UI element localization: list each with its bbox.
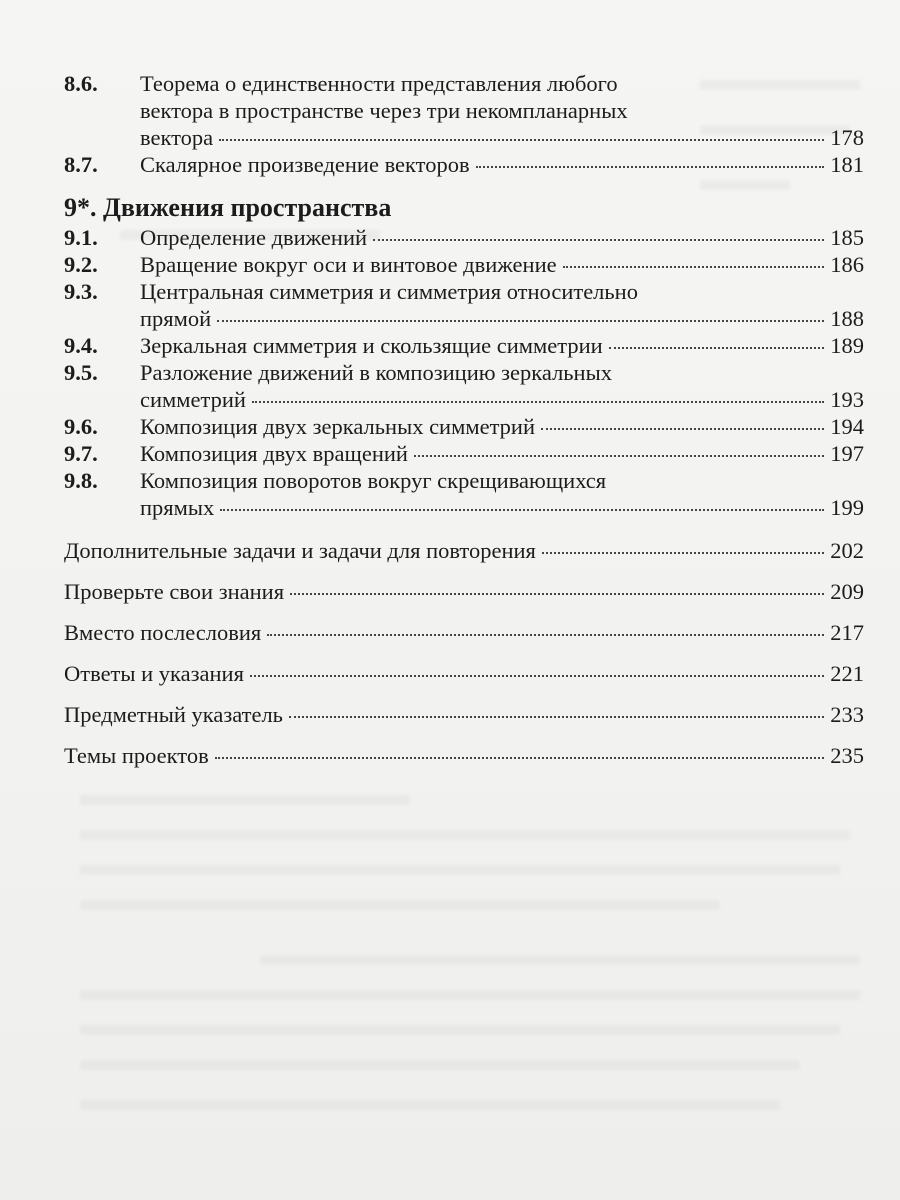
page-number: 235 (830, 743, 864, 768)
section-title-line: вектора (140, 125, 214, 150)
entry-title: Вместо послесловия (64, 620, 262, 645)
toc-entry-additional-problems[interactable] (64, 537, 864, 564)
page-number: 233 (830, 702, 864, 727)
leader-dots (219, 138, 824, 141)
toc-entry-9-7[interactable] (64, 440, 864, 467)
toc-entry-9-2[interactable] (64, 251, 864, 278)
leader-dots (290, 592, 824, 595)
entry-title: Предметный указатель (64, 702, 283, 727)
entry-title: Темы проектов (64, 743, 209, 768)
page-number: 185 (830, 225, 864, 250)
chapter-heading[interactable]: 9*. Движения пространства (64, 193, 392, 222)
leader-dots (215, 756, 824, 759)
entry-title: Дополнительные задачи и задачи для повторения (64, 538, 536, 563)
page-number: 189 (830, 333, 864, 358)
entry-title: Проверьте свои знания (64, 579, 285, 604)
section-title-line: Скалярное произведение векторов (140, 152, 470, 177)
leader-dots (609, 346, 824, 349)
section-number: 9.6. (64, 414, 98, 439)
leader-dots (217, 319, 824, 322)
section-number: 9.3. (64, 279, 98, 304)
toc-entry-9-1[interactable] (64, 224, 864, 251)
section-title-line: Зеркальная симметрия и скользящие симметрии (140, 333, 603, 358)
toc-entry-project-topics[interactable] (64, 742, 864, 769)
section-number: 9.7. (64, 441, 98, 466)
section-number: 8.7. (64, 152, 98, 177)
section-title-line: Композиция поворотов вокруг скрещивающихся (140, 468, 607, 493)
toc-entry-check-knowledge[interactable] (64, 578, 864, 605)
section-title-line: Определение движений (140, 225, 368, 250)
leader-dots (541, 427, 824, 430)
page-number: 181 (830, 152, 864, 177)
page-number: 217 (830, 620, 864, 645)
toc-entry-9-6[interactable] (64, 413, 864, 440)
section-title-line: Разложение движений в композицию зеркальных (140, 360, 612, 385)
entry-title: Ответы и указания (64, 661, 244, 686)
page-number: 178 (830, 125, 864, 150)
leader-dots (220, 508, 824, 511)
page-number: 197 (830, 441, 864, 466)
section-title-line: прямых (140, 495, 215, 520)
leader-dots (542, 551, 824, 554)
leader-dots (476, 165, 824, 168)
toc-entry-9-3[interactable] (64, 278, 864, 332)
page-number: 188 (830, 306, 864, 331)
toc-entry-afterword[interactable] (64, 619, 864, 646)
section-number: 9.4. (64, 333, 98, 358)
leader-dots (267, 633, 824, 636)
section-title-line: Теорема о единственности представления любого (140, 71, 618, 96)
section-title-line: Композиция двух зеркальных симметрий (140, 414, 536, 439)
leader-dots (563, 265, 824, 268)
section-title-line: Композиция двух вращений (140, 441, 408, 466)
page-number: 193 (830, 387, 864, 412)
toc-entry-8-6[interactable] (64, 70, 864, 151)
toc-entry-9-5[interactable] (64, 359, 864, 413)
table-of-contents (64, 70, 864, 769)
section-title-line: прямой (140, 306, 212, 331)
section-number: 9.2. (64, 252, 98, 277)
section-title-line: симметрий (140, 387, 246, 412)
section-number: 8.6. (64, 71, 98, 96)
section-number: 9.8. (64, 468, 98, 493)
section-number: 9.1. (64, 225, 98, 250)
section-number: 9.5. (64, 360, 98, 385)
leader-dots (414, 454, 824, 457)
page-number: 209 (830, 579, 864, 604)
leader-dots (373, 238, 824, 241)
toc-entry-9-8[interactable] (64, 467, 864, 521)
toc-entry-answers[interactable] (64, 660, 864, 687)
page-number: 194 (830, 414, 864, 439)
toc-entry-subject-index[interactable] (64, 701, 864, 728)
page-number: 202 (830, 538, 864, 563)
section-title-line: Центральная симметрия и симметрия относительно (140, 279, 638, 304)
page-number: 186 (830, 252, 864, 277)
leader-dots (289, 715, 824, 718)
leader-dots (250, 674, 824, 677)
leader-dots (252, 400, 824, 403)
section-title-line: вектора в пространстве через три некомпланарных (140, 98, 628, 123)
page-number: 199 (830, 495, 864, 520)
toc-entry-9-4[interactable] (64, 332, 864, 359)
toc-entry-8-7[interactable] (64, 151, 864, 178)
page-number: 221 (830, 661, 864, 686)
section-title-line: Вращение вокруг оси и винтовое движение (140, 252, 557, 277)
